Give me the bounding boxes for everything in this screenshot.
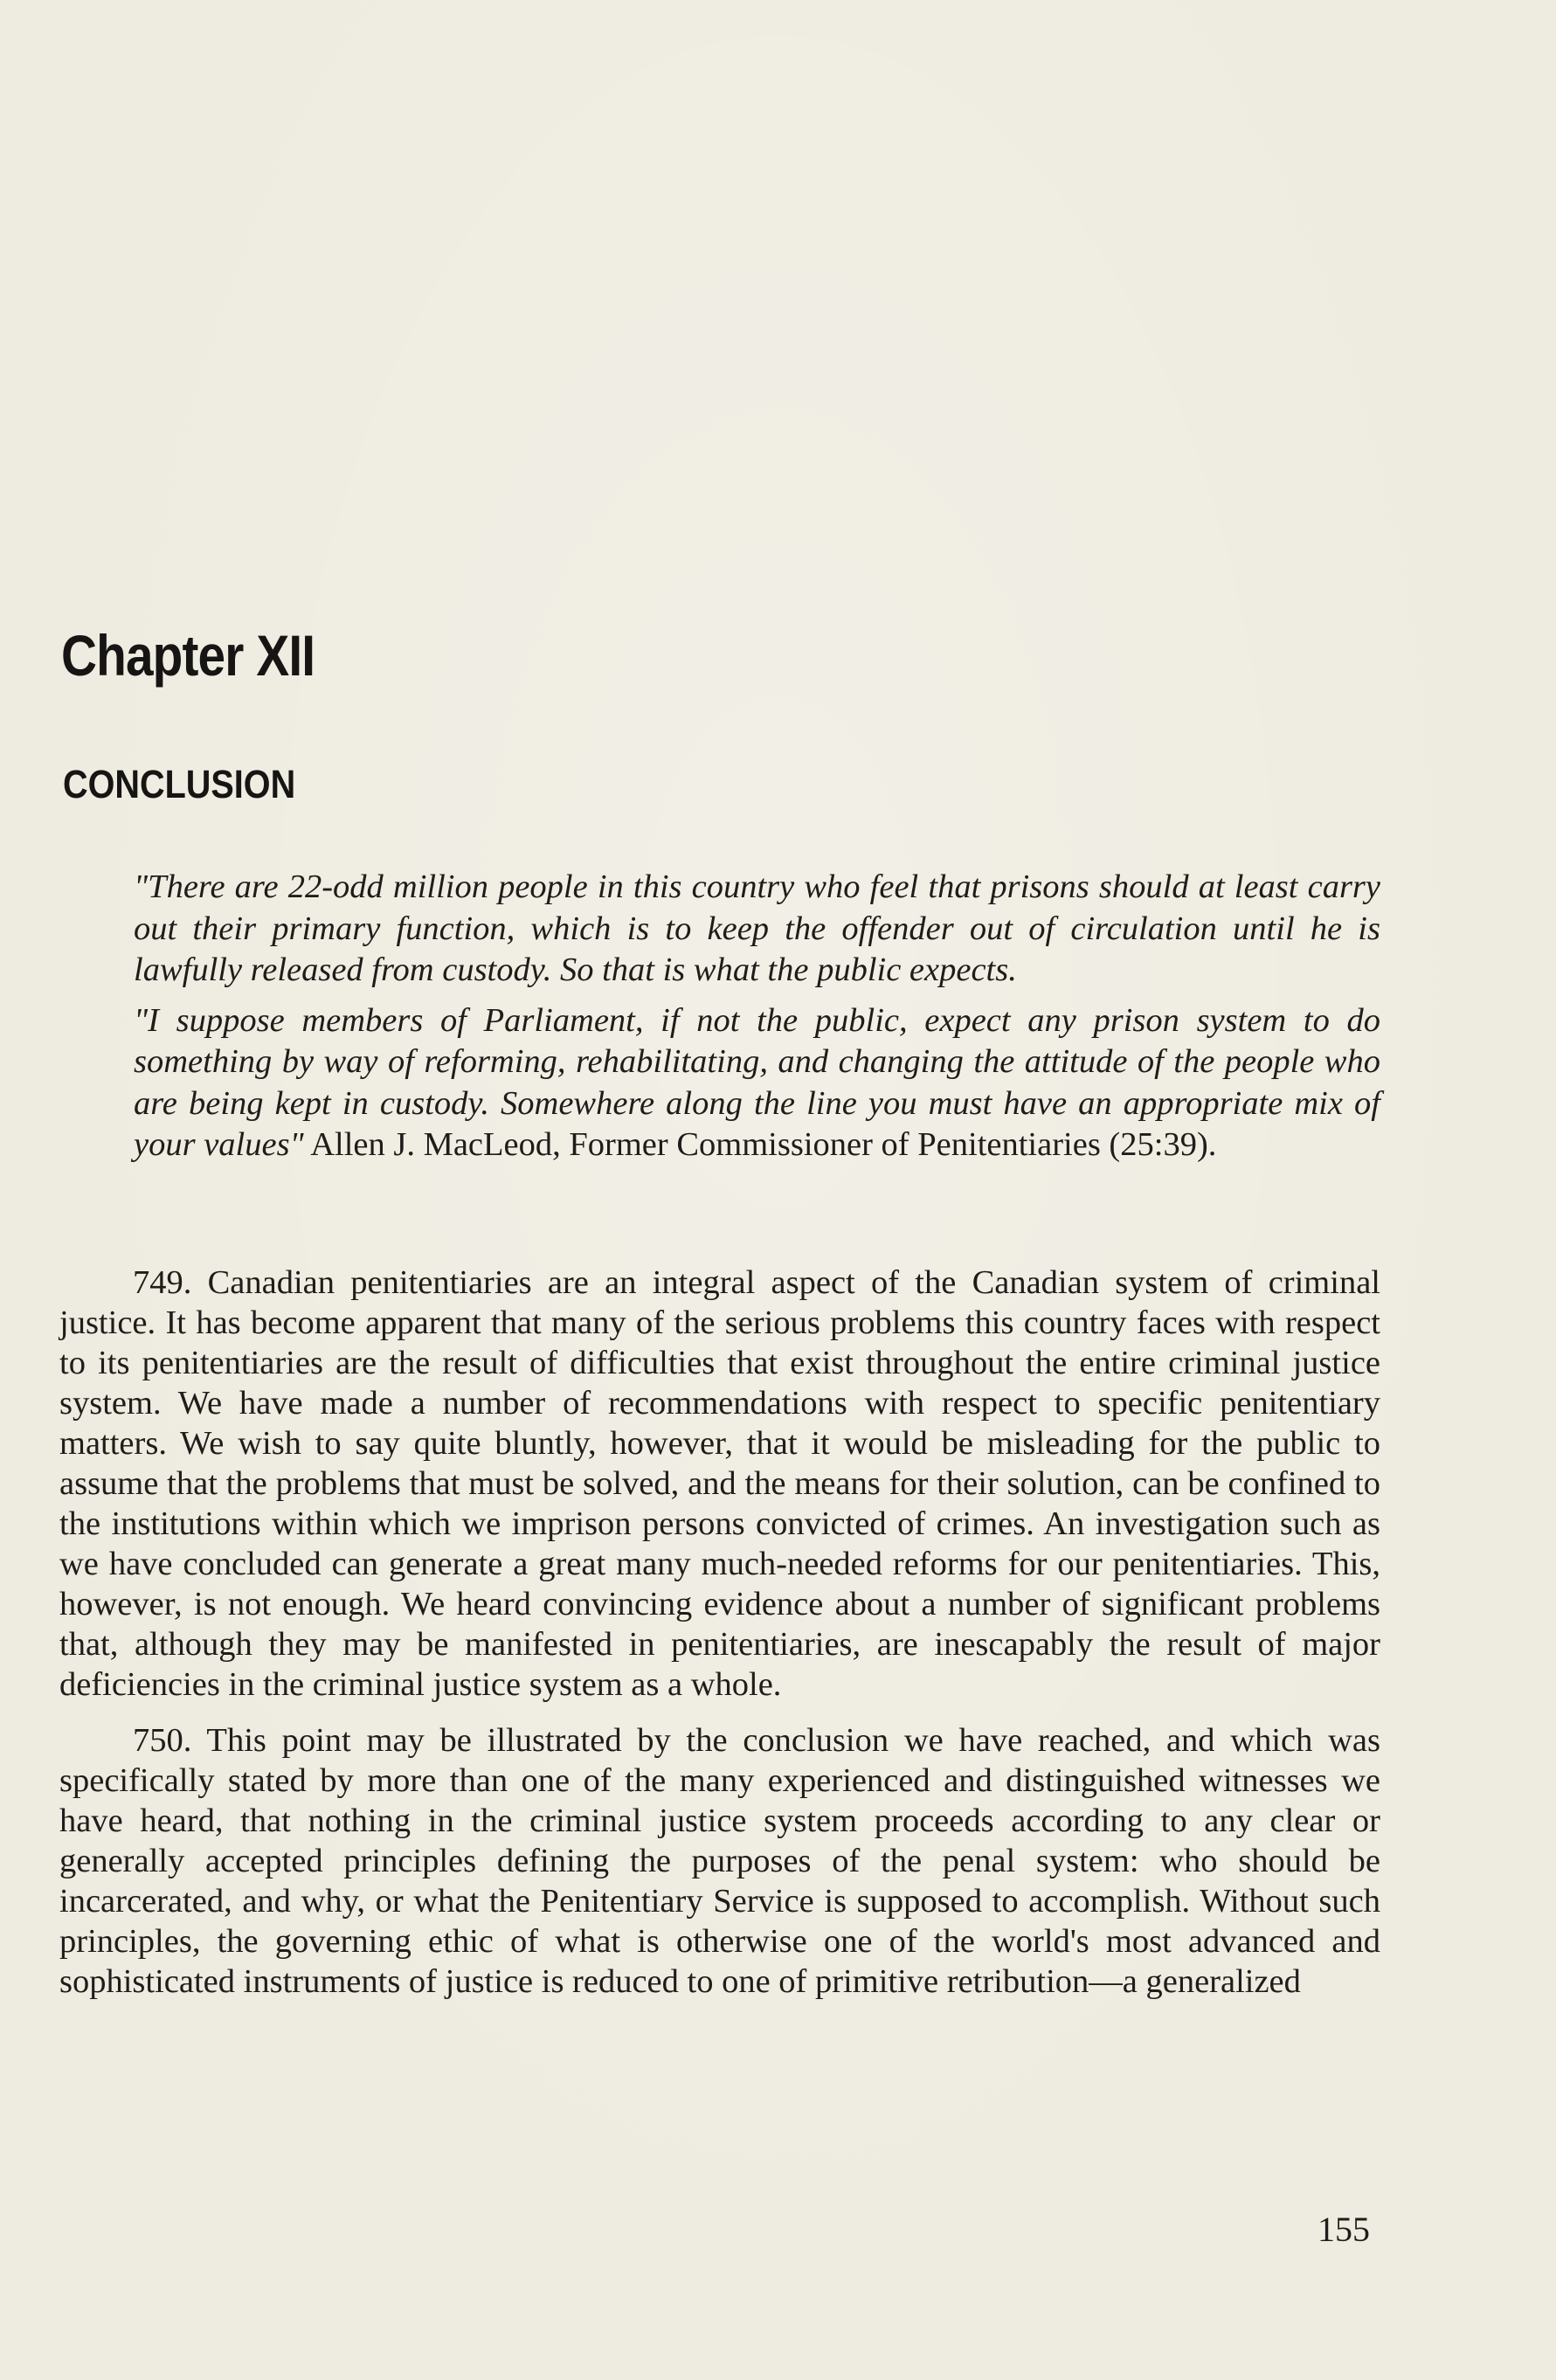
epigraph-quote-1: "There are 22-odd million people in this country who feel that prisons should at least carry out their primary function, which is to keep the offender out of circulation until he is lawfully released from custody. So that is what the public expects.: [134, 868, 1380, 988]
paragraph-number: 750.: [133, 1722, 192, 1759]
body-paragraph-749: [59, 1263, 1380, 1705]
paragraph-text: Canadian penitentiaries are an integral aspect of the Canadian system of criminal justice. It has become apparent that many of the serious problems this country faces with respect to its penitentiaries are the result of difficulties that exist throughout the entire criminal justice system. We have made a number of recommendations with respect to specific penitentiary matters. We wish to say quite bluntly, however, that it would be misleading for the public to assume that the problems that must be solved, and the means for their solution, can be confined to the institutions within which we imprison persons convicted of crimes. An investigation such as we have concluded can generate a great many much-needed reforms for our penitentiaries. This, however, is not enough. We heard convincing evidence about a number of significant problems that, although they may be manifested in penitentiaries, are inescapably the result of major deficiencies in the criminal justice system as a whole.: [59, 1264, 1380, 1703]
epigraph-paragraph: [134, 1000, 1380, 1166]
paragraph-number: 749.: [133, 1264, 192, 1301]
page-number: 155: [1317, 2210, 1370, 2249]
epigraph-quote-2: "I suppose members of Parliament, if not the public, expect any prison system to do something by way of reforming, rehabilitating, and changing the attitude of the people who are being kept in custody. Somewhere along the line you must have an appropriate mix of your values": [134, 1001, 1380, 1163]
bleed-through-texture: [59, 96, 1492, 137]
section-title: CONCLUSION: [63, 762, 296, 806]
epigraph-attribution: Allen J. MacLeod, Former Commissioner of Penitentiaries (25:39).: [303, 1126, 1217, 1163]
body-text: [59, 1263, 1380, 2017]
body-paragraph-750: [59, 1720, 1380, 2002]
chapter-title: Chapter XII: [61, 623, 315, 688]
paragraph-text: This point may be illustrated by the conclusion we have reached, and which was specifically stated by more than one of the many experienced and distinguished witnesses we have heard, that nothing in the criminal justice system proceeds according to any clear or generally accepted principles defining the purposes of the penal system: who should be incarcerated, and why, or what the Penitentiary Service is supposed to accomplish. Without such principles, the governing ethic of what is otherwise one of the world's most advanced and sophisticated instruments of justice is reduced to one of primitive retribution—a generalized: [59, 1722, 1380, 2000]
epigraph: [134, 867, 1380, 1175]
epigraph-paragraph: [134, 867, 1380, 992]
